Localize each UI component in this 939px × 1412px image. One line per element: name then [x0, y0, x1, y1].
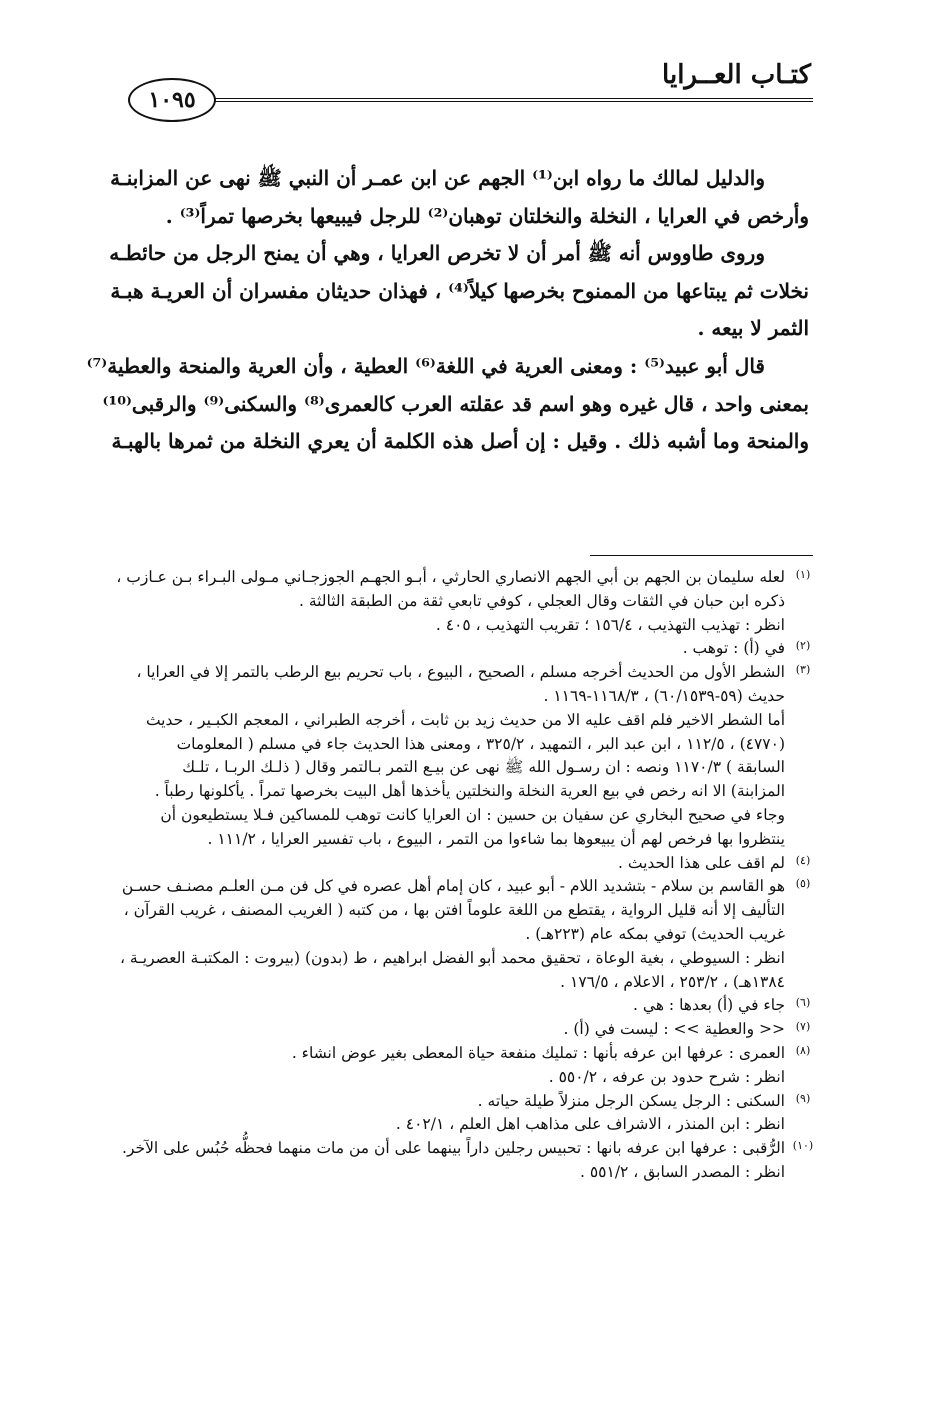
footnote-line: انظر : المصدر السابق ، ٥٥١/٢ .: [579, 1162, 785, 1181]
footnote-line: انظر : تهذيب التهذيب ، ١٥٦/٤ ؛ تقريب التهذيب ، ٤٠٥ .: [435, 615, 785, 634]
footnote-line: حديث (٥٩-٦٠/١٥٣٩) ، ١١٦٨/٣-١١٦٩ .: [543, 686, 785, 705]
footnote-number: (١٠): [792, 1139, 814, 1153]
footnote-line: التأليف إلا أنه قليل الرواية ، يقتطع من اللغة علوماً افتن بها ، من كتبه ( الغريب المصنف ، غريب القرآن ،: [123, 901, 785, 920]
footnote-line: انظر : السيوطي ، بغية الوعاة ، تحقيق محمد أبو الفضل ابراهيم ، ط (بدون) (بيروت : المكتبـة العصريـة ،: [120, 948, 785, 967]
footnote-line: وجاء في صحيح البخاري عن سفيان بن حسين : ان العرايا كانت توهب للمساكين فـلا يستطيعون أن: [160, 805, 785, 824]
footnote-line: لعله سليمان بن الجهم بن أبي الجهم الانصاري الحارثي ، أبـو الجهـم الجوزجـاني مـولى البـراء بـن عـازب ،: [116, 568, 785, 586]
footnote-line: السابقة ) ١١٧٠/٣ ونصه : ان رسـول الله ﷺ نهى عن بيـع التمر بـالتمر وقال ( ذلـك الربـا ، تلـك: [182, 758, 785, 777]
footnote-number: (٦): [795, 996, 811, 1010]
footnote-number: (٧): [795, 1020, 811, 1034]
footnote-line: العمرى : عرفها ابن عرفه بأنها : تمليك منفعة حياة المعطى بغير عوض انشاء .: [291, 1043, 785, 1062]
footnote-line: انظر : ابن المنذر ، الاشراف على مذاهب اهل العلم ، ٤٠٢/١ .: [395, 1115, 785, 1134]
footnote: [122, 1137, 821, 1185]
main-text-line: قال أبو عبيد⁽⁵⁾ : ومعنى العرية في اللغة⁽⁶⁾ العطية ، وأن العرية والمنحة والعطية⁽⁷⁾: [86, 353, 765, 378]
footnote-line: أما الشطر الاخير فلم اقف عليه الا من حديث زيد بن ثابت ، أخرجه الطبراني ، المعجم الكبـير ، حديث: [145, 710, 785, 729]
footnote-line: غريب الحديث) توفي بمكه عام (٢٢٣هـ) .: [525, 924, 785, 943]
main-text-line: والمنحة وما أشبه ذلك . وقيل : إن أصل هذه الكلمة أن يعري النخلة من ثمرها بالهبـة: [111, 429, 809, 454]
footnote: [130, 1042, 821, 1090]
footnote-separator: [590, 555, 813, 556]
footnote-line: (٤٧٧٠) ، ١١٢/٥ ، ابن عبد البر ، التمهيد ، ٣٢٥/٢ ، ومعنى هذا الحديث جاء في مسلم ( المعلومات: [176, 734, 785, 753]
footnote-line: في (أ) : توهب .: [682, 639, 785, 658]
footnote: [130, 1018, 821, 1042]
footnote: [130, 637, 821, 661]
main-text-line: بمعنى واحد ، قال غيره وهو اسم قد عقلته العرب كالعمرى⁽⁸⁾ والسكنى⁽⁹⁾ والرقبى⁽¹⁰⁾: [102, 391, 809, 416]
main-text-line: والدليل لمالك ما رواه ابن⁽¹⁾ الجهم عن ابن عمـر أن النبي ﷺ نهى عن المزابنـة: [110, 166, 765, 190]
footnote-body: [130, 637, 785, 661]
main-text-line: وروى طاووس أنه ﷺ أمر أن لا تخرص العرايا ، وهي أن يمنح الرجل من حائطـه: [109, 241, 765, 266]
footnote-number: (١): [795, 568, 811, 581]
header-rule: [208, 98, 813, 102]
footnote-line: الشطر الأول من الحديث أخرجه مسلم ، الصحيح ، البيوع ، باب تحريم بيع الرطب بالتمر إلا في العرايا ،: [136, 663, 785, 682]
footnote-body: [130, 1018, 785, 1042]
footnote-body: [130, 1090, 785, 1138]
footnote-body: [122, 1137, 785, 1185]
footnote-number: (٤): [795, 853, 811, 867]
footnote-line: انظر : شرح حدود بن عرفه ، ٥٥٠/٢ .: [548, 1067, 785, 1086]
footnote-body: [130, 661, 785, 851]
footnote-body: [130, 994, 785, 1018]
footnote-line: لم اقف على هذا الحديث .: [618, 853, 785, 872]
footnote-body: [130, 852, 785, 876]
main-text-line: وأرخص في العرايا ، النخلة والنخلتان توهبان⁽²⁾ للرجل فيبيعها بخرصها تمراً⁽³⁾ .: [165, 203, 809, 228]
footnotes: [116, 566, 821, 1185]
footnote: [130, 1090, 821, 1138]
footnote-line: الرُّقبى : عرفها ابن عرفه بانها : تحبيس رجلين داراً بينهما على أن من مات منهما فحظُّه حُبُس على الآخر.: [122, 1139, 785, 1158]
footnote-line: هو القاسم بن سلام - بتشديد اللام - أبو عبيد ، كان إمام أهل عصره في كل فن مـن العلـم مصنـف حسـن: [121, 877, 785, 896]
footnote: [130, 994, 821, 1018]
footnote-body: [130, 1042, 785, 1090]
footnote-body: [120, 875, 785, 994]
footnote-number: (٥): [795, 877, 811, 891]
page-number: ١٠٩٥: [128, 78, 216, 122]
footnote-body: [116, 566, 785, 637]
footnote-line: ١٣٨٤هـ) ، ٢٥٣/٢ ، الاعلام ، ١٧٦/٥ .: [560, 972, 785, 991]
main-text: [86, 160, 809, 461]
footnote-line: ذكره ابن حبان في الثقات وقال العجلي ، كوفي تابعي ثقة من الطبقة الثالثة .: [298, 591, 785, 610]
footnote-number: (٢): [795, 639, 811, 653]
footnote-line: << والعطية >> : ليست في (أ) .: [563, 1020, 785, 1039]
footnote-number: (٩): [795, 1091, 811, 1105]
main-text-line: الثمر لا بيعه .: [697, 316, 809, 341]
main-text-line: نخلات ثم يبتاعها من الممنوح بخرصها كيلاً⁽⁴⁾ ، فهذان حديثان مفسران أن العريـة هبـة: [110, 278, 809, 303]
footnote: [130, 661, 821, 851]
footnote-line: المزابنة) الا انه رخص في بيع العرية النخلة والنخلتين يأخذها أهل البيت بخرصها تمراً . يأكلونها رطباً .: [154, 782, 785, 801]
footnote: [116, 566, 821, 637]
footnote-line: السكنى : الرجل يسكن الرجل منزلاً طيلة حياته .: [477, 1091, 785, 1110]
footnote-number: (٣): [795, 663, 811, 677]
chapter-title: كتـاب العــرايا: [662, 60, 811, 90]
footnote-line: ينتظروا بها فرخص لهم أن يبيعوها بما شاءوا من التمر ، البيوع ، باب تفسير العرايا ، ١١١/٢ .: [207, 829, 785, 848]
footnote: [120, 875, 821, 994]
footnote-number: (٨): [795, 1043, 811, 1057]
footnote: [130, 852, 821, 876]
footnote-line: جاء في (أ) بعدها : هي .: [633, 996, 785, 1015]
